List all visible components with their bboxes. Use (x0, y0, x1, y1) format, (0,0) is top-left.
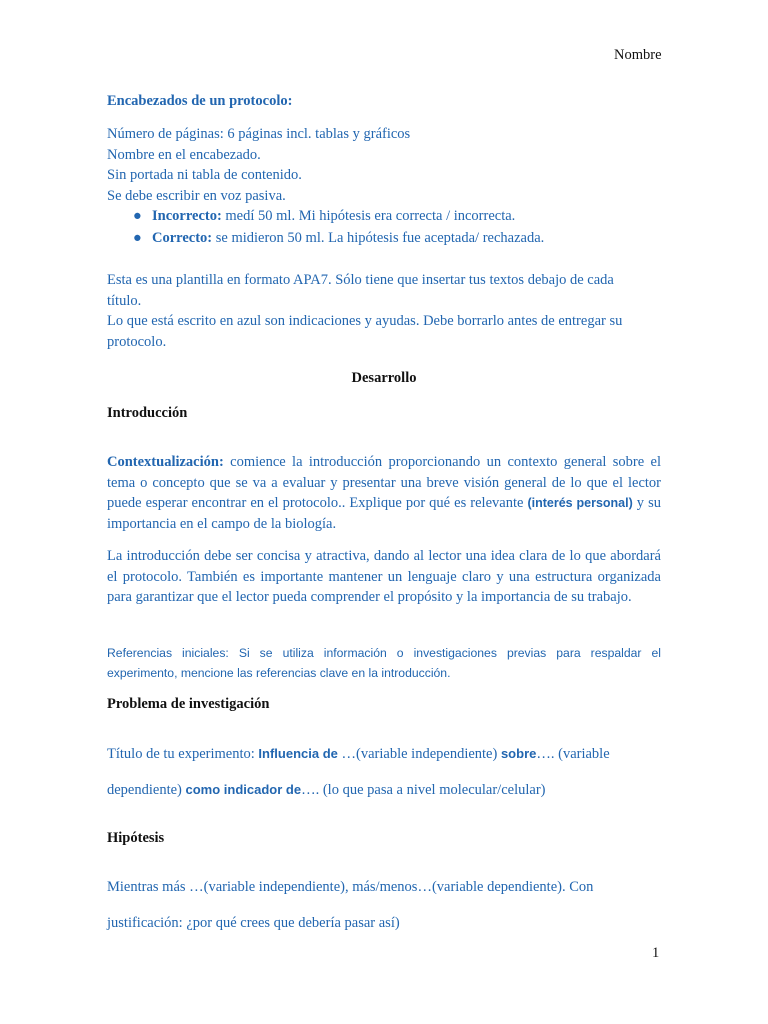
contextualizacion-label: Contextualización: (107, 454, 224, 470)
encabezados-line: Se debe escribir en voz pasiva. (107, 187, 286, 204)
page-number: 1 (652, 945, 660, 961)
problema-text: …. (lo que pasa a nivel molecular/celular) (301, 782, 546, 798)
hipotesis-line-2: justificación: ¿por qué crees que debería pasar así) (107, 915, 400, 931)
encabezados-title: Encabezados de un protocolo: (107, 93, 293, 109)
section-title-desarrollo: Desarrollo (351, 370, 417, 386)
problema-text: …(variable independiente) (337, 746, 501, 762)
bullet-item-correcto (107, 228, 667, 250)
bullet-text: se midieron 50 ml. La hipótesis fue aceptada/ rechazada. (212, 229, 545, 246)
problema-text: Título de tu experimento: (107, 746, 259, 762)
encabezados-line: Sin portada ni tabla de contenido. (107, 167, 302, 184)
bullet-label: Correcto: (152, 229, 213, 246)
plantilla-line-2: Lo que está escrito en azul son indicaciones y ayudas. Debe borrarlo antes de entregar su protocolo. (107, 313, 623, 350)
bullet-text: medí 50 ml. Mi hipótesis era correcta / incorrecta. (221, 208, 516, 224)
problema-bold-indicador: como indicador de (185, 782, 302, 797)
referencias-iniciales-paragraph: Referencias iniciales: Si se utiliza información o investigaciones previas para respaldar el experimento, mencione las referencias clave en la introducción. (107, 646, 661, 680)
contextualizacion-paragraph (107, 452, 661, 534)
problema-bold-influencia: Influencia de (258, 746, 338, 761)
problema-line-2 (107, 780, 667, 800)
problema-text: dependiente) (107, 782, 186, 798)
bullet-item-incorrecto (107, 206, 667, 228)
problema-bold-sobre: sobre (500, 746, 537, 761)
plantilla-line-1: Esta es una plantilla en formato APA7. Sólo tiene que insertar tus textos debajo de cada título. (107, 272, 614, 309)
contextualizacion-text: comience la introducción proporcionando un contexto general sobre el tema o concepto que se va a evaluar y presentar una breve visión general de lo que el lector puede esperar encontrar en el protocolo.. Explique por qué es relevante (107, 454, 661, 512)
problema-text: …. (variable (536, 746, 610, 762)
encabezados-line: Nombre en el encabezado. (107, 146, 261, 163)
hipotesis-line-1: Mientras más …(variable independiente), más/menos…(variable dependiente). Con (107, 879, 594, 895)
encabezados-lines (107, 124, 667, 206)
encabezados-line: Número de páginas: 6 páginas incl. tablas y gráficos (107, 126, 411, 142)
problema-line-1 (107, 744, 667, 764)
bullet-label: Incorrecto: (152, 208, 222, 224)
plantilla-paragraph (107, 270, 647, 352)
passive-voice-examples (107, 206, 667, 249)
bullet-dot-icon: ● (133, 229, 142, 246)
section-title-introduccion: Introducción (107, 405, 188, 421)
introduccion-paragraph-2: La introducción debe ser concisa y atractiva, dando al lector una idea clara de lo que abordará el protocolo. También es importante mantener un lenguaje claro y una estructura organizada para garantizar que el lector pueda comprender el propósito y la importancia de su trabajo. (107, 548, 661, 606)
interes-personal-text: (interés personal) (527, 496, 633, 511)
bullet-dot-icon: ● (133, 208, 142, 224)
header-name: Nombre (614, 47, 662, 63)
section-title-hipotesis: Hipótesis (107, 830, 165, 846)
contextualizacion-text-end: y su importancia en el campo de la biología. (107, 495, 661, 532)
section-title-problema: Problema de investigación (107, 696, 270, 712)
